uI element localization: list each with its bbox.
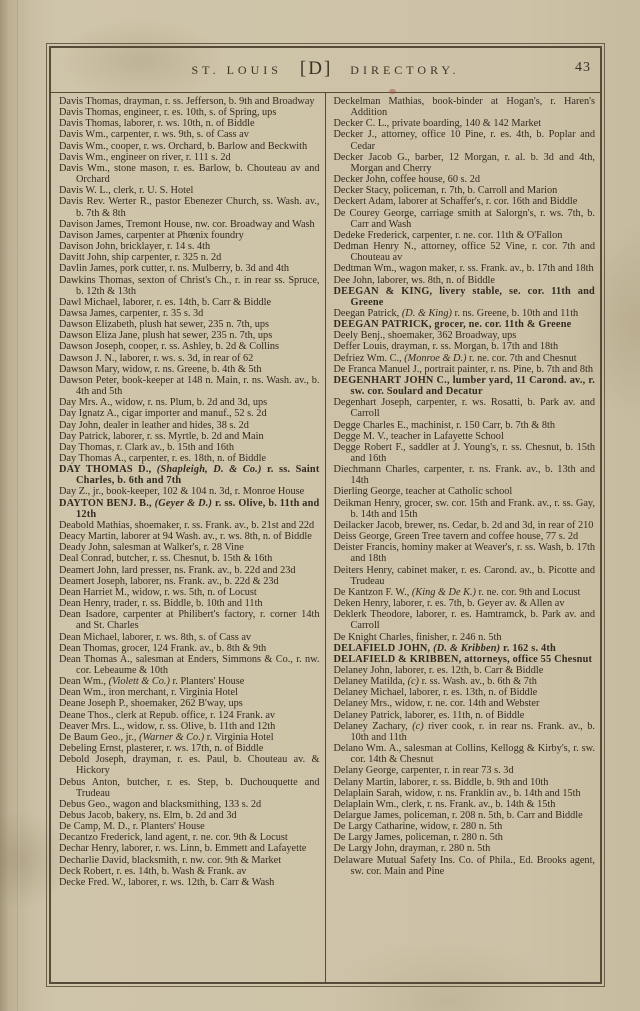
page-frame-inner <box>49 46 602 984</box>
directory-entry: Decker Stacy, policeman, r. 7th, b. Carroll and Marion <box>333 185 558 197</box>
directory-entry: De Baum Geo., jr., (Warner & Co.) r. Virginia Hotel <box>59 731 274 743</box>
directory-entry: Dawson Eliza Jane, plush hat sewer, 235 n. 7th, ups <box>59 330 273 342</box>
directory-entry: Delano Wm. A., salesman at Collins, Kellogg & Kirby's, r. sw. cor. 14th & Chesnut <box>333 743 595 766</box>
directory-entry: Delaney Michael, laborer, r. es. 13th, n. of Biddle <box>333 687 538 699</box>
directory-entry: Delaney John, laborer, r. es. 12th, b. Carr & Biddle <box>333 664 544 676</box>
page-number: 43 <box>575 60 591 75</box>
directory-entry: Davis Wm., carpenter, r. ws. 9th, s. of Cass av <box>59 129 249 141</box>
directory-entry: Deely Benj., shoemaker, 362 Broadway, ups <box>333 330 517 342</box>
directory-entry: Deamert John, lard presser, ns. Frank. av., b. 22d and 23d <box>59 564 296 576</box>
directory-entry: Deister Francis, hominy maker at Weaver's, r. ss. Wash, b. 17th and 18th <box>333 542 595 565</box>
directory-entry: Deabold Mathias, shoemaker, r. ss. Frank. av., b. 21st and 22d <box>59 519 315 531</box>
directory-entry: De Largy John, drayman, r. 280 n. 5th <box>333 843 491 855</box>
directory-entry: Deiters Henry, cabinet maker, r. es. Carond. av., b. Picotte and Trudeau <box>333 564 595 587</box>
directory-entry: Decke Fred. W., laborer, r. ws. 12th, b. Carr & Wash <box>59 876 275 888</box>
directory-entry: Day Mrs. A., widow, r. ns. Plum, b. 2d and 3d, ups <box>59 397 268 409</box>
directory-entry: Davis Thomas, laborer, r. ws. 10th, n. of Biddle <box>59 118 255 130</box>
section-letter: [D] <box>299 58 333 79</box>
directory-entry: De Kantzon F. W., (King & De K.) r. ne. cor. 9th and Locust <box>333 586 581 598</box>
directory-entry: Delaplain Wm., clerk, r. ns. Frank. av., b. 14th & 15th <box>333 798 556 810</box>
directory-entry: Degge Charles E., machinist, r. 150 Carr, b. 7th & 8th <box>333 419 556 431</box>
page-title-directory: DIRECTORY. <box>350 62 460 77</box>
directory-entry: Diechmann Charles, carpenter, r. ns. Frank. av., b. 13th and 14th <box>333 464 595 487</box>
page-frame <box>46 43 605 987</box>
directory-entry: Davis Wm., stone mason, r. es. Barlow, b. Chouteau av and Orchard <box>59 162 320 186</box>
directory-entry: Decker J., attorney, office 10 Pine, r. es. 4th, b. Poplar and Cedar <box>333 129 595 152</box>
directory-entry: Dedeke Frederick, carpenter, r. ne. cor. 11th & O'Fallon <box>333 229 563 241</box>
directory-entry: Deken Henry, laborer, r. es. 7th, b. Geyer av. & Allen av <box>333 598 565 610</box>
directory-entry: Dawson Joseph, cooper, r. ss. Ashley, b. 2d & Collins <box>59 341 280 353</box>
directory-entry: De Franca Manuel J., portrait painter, r. ns. Pine, b. 7th and 8th <box>333 363 594 375</box>
directory-entry: Dedman Henry N., attorney, office 52 Vine, r. cor. 7th and Chouteau av <box>333 241 595 264</box>
directory-entry: Davis Rev. Werter R., pastor Ebenezer Church, ss. Wash. av., b. 7th & 8th <box>59 196 320 219</box>
directory-entry: Degge Robert F., saddler at J. Young's, r. ss. Chesnut, b. 15th and 16th <box>333 441 595 464</box>
directory-entry: Debus Geo., wagon and blacksmithing, 133 s. 2d <box>59 798 262 810</box>
directory-entry: Debeling Ernst, plasterer, r. ws. 17th, n. of Biddle <box>59 743 264 755</box>
directory-entry: Davis W. L., clerk, r. U. S. Hotel <box>59 185 194 197</box>
directory-entry: Defriez Wm. C., (Monroe & D.) r. ne. cor. 7th and Chesnut <box>333 352 577 364</box>
directory-entry: Deck Robert, r. es. 14th, b. Wash & Frank. av <box>59 865 247 877</box>
directory-entry: Day Patrick, laborer, r. ss. Myrtle, b. 2d and Main <box>59 430 264 442</box>
directory-entry: Dean Henry, trader, r. ss. Biddle, b. 10th and 11th <box>59 598 263 610</box>
directory-entry: Deckert Adam, laborer at Schaffer's, r. cor. 16th and Biddle <box>333 196 578 208</box>
directory-entry: DEEGAN & KING, livery stable, se. cor. 11th and Greene <box>333 285 595 308</box>
directory-entry: Delaney Matilda, (c) r. ss. Wash. av., b. 6th & 7th <box>333 676 537 688</box>
directory-entry: Davlin James, pork cutter, r. ns. Mulberry, b. 3d and 4th <box>59 263 289 275</box>
directory-entry: Dechar Henry, laborer, r. ws. Linn, b. Emmett and Lafayette <box>59 843 307 855</box>
directory-entry: DAYTON BENJ. B., (Geyer & D.) r. ss. Olive, b. 11th and 12th <box>59 497 320 520</box>
directory-entry: Deffer Louis, drayman, r. ss. Morgan, b. 17th and 18th <box>333 341 559 353</box>
directory-entry: Davis Thomas, engineer, r. es. 10th, s. of Spring, ups <box>59 107 277 119</box>
directory-entry: Deady John, salesman at Walker's, r. 28 Vine <box>59 542 244 554</box>
directory-column-right <box>326 93 601 982</box>
directory-entry: Delaplain Sarah, widow, r. ns. Franklin av., b. 14th and 15th <box>333 787 581 799</box>
directory-entry: DELAFIELD JOHN, (D. & Kribben) r. 162 s. 4th <box>333 642 556 654</box>
directory-entry: Dean Thomas, grocer, 124 Frank. av., b. 8th & 9th <box>59 642 267 654</box>
directory-entry: Deane Thos., clerk at Repub. office, r. 124 Frank. av <box>59 709 276 721</box>
directory-entry: Deklerk Theodore, laborer, r. es. Hamtramck, b. Park av. and Carroll <box>333 609 595 632</box>
directory-entry: Davis Wm., engineer on river, r. 111 s. 2d <box>59 151 231 163</box>
directory-entry: Dean Harriet M., widow, r. ws. 5th, n. of Locust <box>59 586 257 598</box>
directory-entry: Deiss George, Green Tree tavern and coffee house, 77 s. 2d <box>333 531 579 543</box>
directory-entry: Deamert Joseph, laborer, ns. Frank. av., b. 22d & 23d <box>59 575 279 587</box>
directory-entry: Day Thomas A., carpenter, r. es. 18th, n. of Biddle <box>59 453 267 464</box>
directory-entry: Day John, dealer in leather and hides, 38 s. 2d <box>59 419 249 431</box>
ink-smudge <box>389 89 396 94</box>
directory-entry: Day Thomas, r. Clark av., b. 15th and 16th <box>59 441 235 453</box>
directory-entry: DELAFIELD & KRIBBEN, attorneys, office 55 Chesnut <box>333 653 593 665</box>
page-gutter-crease <box>17 0 20 1011</box>
directory-entry: Day Ignatz A., cigar importer and manuf., 52 s. 2d <box>59 408 267 420</box>
directory-entry: Davison James, carpenter at Phœnix foundry <box>59 229 244 241</box>
directory-entry: DEGENHART JOHN C., lumber yard, 11 Carond. av., r. sw. cor. Soulard and Decatur <box>333 374 595 398</box>
directory-entry: Dawson Elizabeth, plush hat sewer, 235 n. 7th, ups <box>59 319 270 331</box>
directory-entry: Dean Thomas A., salesman at Enders, Simmons & Co., r. nw. cor. Lebeaume & 10th <box>59 653 320 676</box>
directory-entry: Dean Michael, laborer, r. ws. 8th, s. of Cass av <box>59 631 252 643</box>
directory-entry: Decker C. L., private boarding, 140 & 142 Market <box>333 118 542 130</box>
directory-entry: Deegan Patrick, (D. & King) r. ns. Greene, b. 10th and 11th <box>333 307 579 319</box>
page-title <box>51 48 600 92</box>
directory-entry: Deilacker Jacob, brewer, ns. Cedar, b. 2d and 3d, in rear of 210 <box>333 519 594 531</box>
directory-entry: Dawson Mary, widow, r. ns. Greene, b. 4th & 5th <box>59 363 262 375</box>
directory-entry: Delany George, carpenter, r. in rear 73 s. 3d <box>333 765 514 777</box>
directory-entry: Dierling George, teacher at Catholic school <box>333 486 513 498</box>
directory-entry: Deckelman Mathias, book-binder at Hogan's, r. Haren's Addition <box>333 96 595 119</box>
directory-entry: Decantzo Frederick, land agent, r. ne. cor. 9th & Locust <box>59 832 288 844</box>
directory-entry: Davis Wm., cooper, r. ws. Orchard, b. Barlow and Beckwith <box>59 140 308 152</box>
directory-columns <box>51 93 600 982</box>
directory-entry: Dawson Peter, book-keeper at 148 n. Main, r. ns. Wash. av., b. 4th and 5th <box>59 374 320 398</box>
directory-entry: Delany Martin, laborer, r. ss. Biddle, b. 9th and 10th <box>333 776 549 788</box>
directory-entry: Dawsa James, carpenter, r. 35 s. 3d <box>59 307 204 319</box>
directory-entry: Dawson J. N., laborer, r. ws. s. 3d, in rear of 62 <box>59 352 254 364</box>
directory-entry: De Largy James, policeman, r. 280 n. 5th <box>333 832 503 844</box>
directory-entry: Decharlie David, blacksmith, r. nw. cor. 9th & Market <box>59 854 282 866</box>
directory-entry: De Largy Catharine, widow, r. 280 n. 5th <box>333 821 503 833</box>
directory-entry: Dawl Michael, laborer, r. es. 14th, b. Carr & Biddle <box>59 296 272 308</box>
directory-entry: De Knight Charles, finisher, r. 246 n. 5th <box>333 631 502 643</box>
directory-entry: DEEGAN PATRICK, grocer, ne. cor. 11th & Greene <box>333 319 572 331</box>
directory-entry: Delaware Mutual Safety Ins. Co. of Phila., Ed. Brooks agent, sw. cor. Main and Pine <box>333 854 595 877</box>
directory-entry: Debus Jacob, bakery, ns. Elm, b. 2d and 3d <box>59 810 237 821</box>
directory-entry: Davison John, bricklayer, r. 14 s. 4th <box>59 241 211 253</box>
directory-entry: De Camp, M. D., r. Planters' House <box>59 821 205 833</box>
directory-entry: Decker John, coffee house, 60 s. 2d <box>333 174 480 186</box>
directory-entry: Deaver Mrs. L., widow, r. ss. Olive, b. 11th and 12th <box>59 720 276 732</box>
directory-entry: Degge M. V., teacher in Lafayette School <box>333 430 504 442</box>
directory-entry: Dean Wm., (Violett & Co.) r. Planters' House <box>59 676 245 688</box>
directory-entry: Deal Conrad, butcher, r. ss. Chesnut, b. 15th & 16th <box>59 553 273 565</box>
directory-entry: Day Z., jr., book-keeper, 102 & 104 n. 3d, r. Monroe House <box>59 486 305 498</box>
directory-entry: Davison James, Tremont House, nw. cor. Broadway and Wash <box>59 218 315 230</box>
directory-entry: Davis Thomas, drayman, r. ss. Jefferson, b. 9th and Broadway <box>59 96 315 107</box>
directory-entry: Delaney Patrick, laborer, es. 11th, n. of Biddle <box>333 709 525 721</box>
directory-entry: DAY THOMAS D., (Shapleigh, D. & Co.) r. ss. Saint Charles, b. 6th and 7th <box>59 464 320 487</box>
page-title-city: ST. LOUIS <box>191 62 282 77</box>
directory-entry: Debus Anton, butcher, r. es. Step, b. Duchouquette and Trudeau <box>59 776 320 799</box>
directory-entry: Debold Joseph, drayman, r. es. Paul, b. Chouteau av. & Hickory <box>59 754 320 777</box>
directory-entry: Delargue James, policeman, r. 208 n. 5th, b. Carr and Biddle <box>333 810 583 821</box>
directory-entry: Dedtman Wm., wagon maker, r. ss. Frank. av., b. 17th and 18th <box>333 263 594 275</box>
directory-entry: Decker Jacob G., barber, 12 Morgan, r. al. b. 3d and 4th, Morgan and Cherry <box>333 151 595 174</box>
directory-entry: Dee John, laborer, ws. 8th, n. of Biddle <box>333 274 495 286</box>
directory-entry: Dean Wm., iron merchant, r. Virginia Hotel <box>59 687 238 699</box>
directory-entry: Deikman Henry, grocer, sw. cor. 15th and Frank. av., r. ss. Gay, b. 14th and 15th <box>333 497 595 520</box>
directory-entry: Delaney Mrs., widow, r. ne. cor. 14th and Webster <box>333 698 540 710</box>
directory-entry: Dawkins Thomas, sexton of Christ's Ch., r. in rear ss. Spruce, b. 12th & 13th <box>59 274 320 297</box>
page-header <box>51 48 600 93</box>
directory-entry: Dean Isadore, carpenter at Philibert's factory, r. corner 14th and St. Charles <box>59 609 320 632</box>
directory-entry: Degenhart Joseph, carpenter, r. ws. Rosatti, b. Park av. and Carroll <box>333 397 595 420</box>
directory-entry: Delaney Zachary, (c) river cook, r. in rear ns. Frank. av., b. 10th and 11th <box>333 720 596 743</box>
directory-entry: Deane Joseph P., shoemaker, 262 B'way, ups <box>59 698 243 710</box>
directory-column-left <box>51 93 326 982</box>
directory-entry: De Courey George, carriage smith at Salorgn's, r. ws. 7th, b. Carr and Wash <box>333 207 595 230</box>
directory-entry: Deacy Martin, laborer at 94 Wash. av., r. ws. 8th, n. of Biddle <box>59 531 312 543</box>
directory-entry: Davitt John, ship carpenter, r. 325 n. 2d <box>59 252 222 264</box>
